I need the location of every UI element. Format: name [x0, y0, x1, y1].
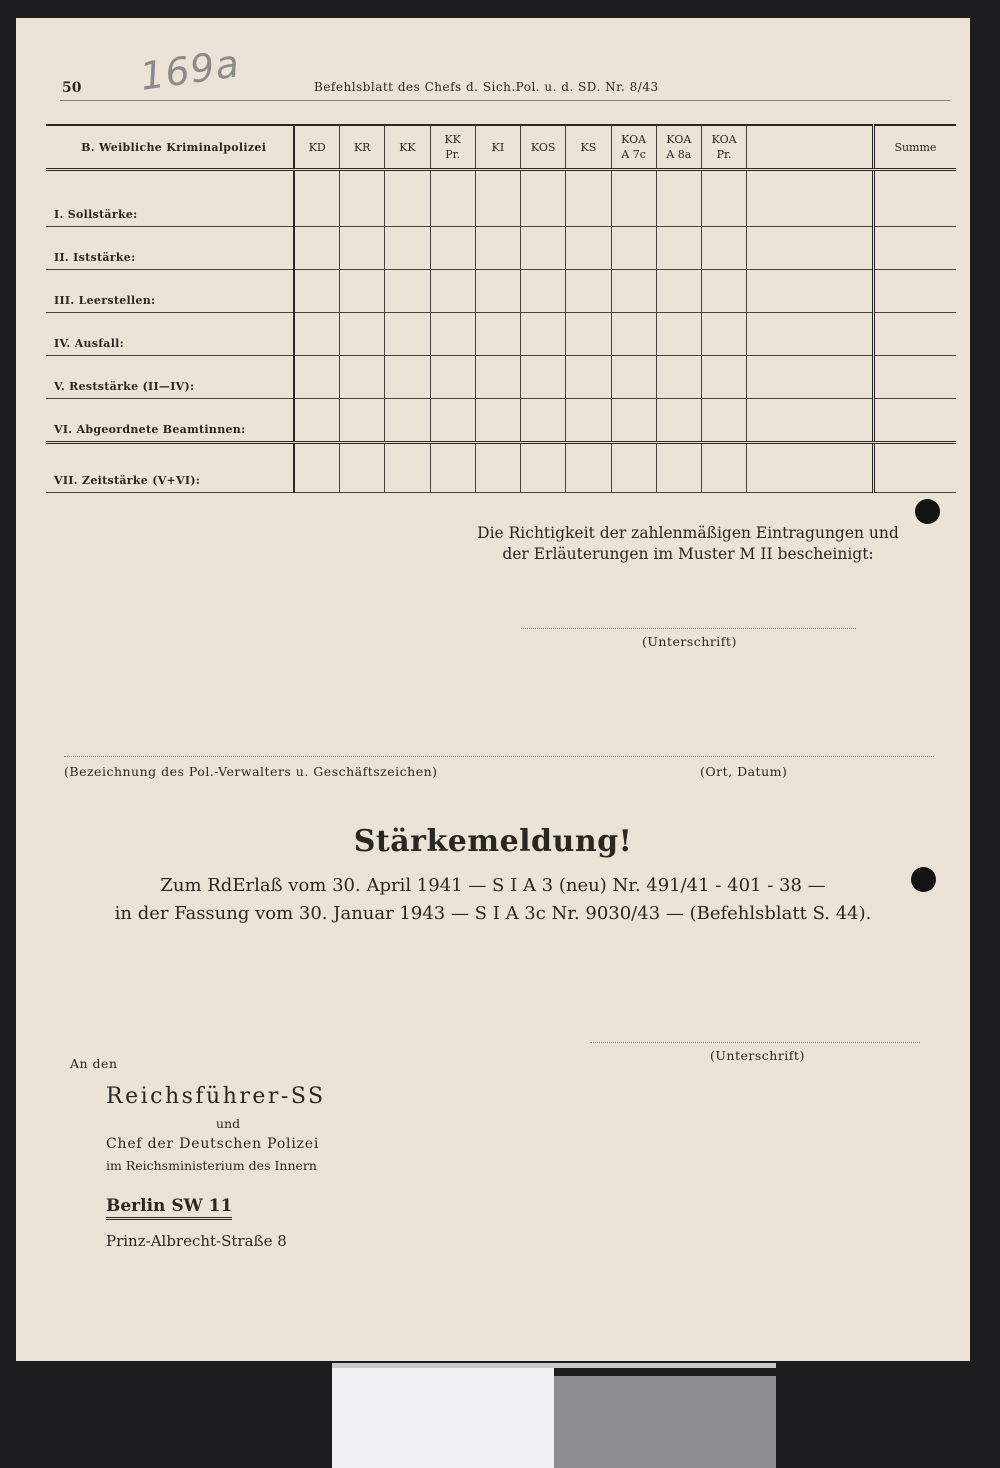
address-to: An den: [70, 1056, 118, 1071]
column-header: KOA A 8a: [656, 125, 701, 170]
column-header: KR: [340, 125, 385, 170]
table-row: [46, 356, 956, 399]
strength-table: [46, 124, 956, 493]
row-label: I. Sollstärke:: [46, 170, 294, 227]
table-row: [46, 270, 956, 313]
certification-text: [438, 523, 938, 565]
column-header: KOA Pr.: [701, 125, 746, 170]
section-label: B. Weibliche Kriminalpolizei: [46, 125, 294, 170]
table-row: [46, 313, 956, 356]
signature-line: [590, 1042, 920, 1043]
admin-right-label: (Ort, Datum): [700, 764, 788, 779]
certification-line: der Erläuterungen im Muster M II bescheinigt:: [502, 545, 874, 563]
form-title: Stärkemeldung!: [353, 824, 633, 859]
punch-hole: [915, 499, 940, 524]
table-header-row: [46, 125, 956, 170]
column-header: KOS: [521, 125, 566, 170]
certification-line: Die Richtigkeit der zahlenmäßigen Eintragungen und: [477, 524, 899, 542]
punch-hole: [911, 867, 936, 892]
signature-line: [521, 628, 856, 629]
document-page: [16, 18, 970, 1361]
calibration-card-grey: [554, 1376, 776, 1468]
calibration-card-white: [332, 1368, 554, 1468]
address-and: und: [216, 1116, 241, 1131]
signature-label: (Unterschrift): [710, 1048, 805, 1063]
column-header: KI: [475, 125, 520, 170]
column-header: KK: [385, 125, 430, 170]
column-header: KK Pr.: [430, 125, 475, 170]
column-header: KS: [566, 125, 611, 170]
column-header: KOA A 7c: [611, 125, 656, 170]
row-label: IV. Ausfall:: [46, 313, 294, 356]
handwritten-note: 169a: [137, 41, 243, 99]
header-rule: [60, 100, 950, 101]
publication-header: Befehlsblatt des Chefs d. Sich.Pol. u. d. SD. Nr. 8/43: [314, 80, 659, 94]
column-header: KD: [294, 125, 339, 170]
column-header-blank: [747, 125, 874, 170]
admin-left-label: (Bezeichnung des Pol.-Verwalters u. Geschäftszeichen): [64, 764, 438, 779]
row-label: III. Leerstellen:: [46, 270, 294, 313]
address-city: Berlin SW 11: [106, 1196, 232, 1220]
row-label: V. Reststärke (II—IV):: [46, 356, 294, 399]
address-line: im Reichsministerium des Innern: [106, 1158, 317, 1173]
sum-header: Summe: [873, 125, 956, 170]
row-label: VI. Abgeordnete Beamtinnen:: [46, 399, 294, 443]
form-subtitle: in der Fassung vom 30. Januar 1943 — S I A 3c Nr. 9030/43 — (Befehlsblatt S. 44).: [114, 903, 872, 924]
row-label: II. Iststärke:: [46, 227, 294, 270]
address-line: Chef der Deutschen Polizei: [106, 1136, 320, 1152]
table-row: [46, 443, 956, 493]
address-recipient: Reichsführer-SS: [106, 1084, 326, 1109]
row-label: VII. Zeitstärke (V+VI):: [46, 443, 294, 493]
table-row: [46, 227, 956, 270]
signature-label: (Unterschrift): [642, 634, 737, 649]
table-row: [46, 399, 956, 443]
page-number: 50: [62, 80, 82, 96]
table-row: [46, 170, 956, 227]
address-street: Prinz-Albrecht-Straße 8: [106, 1232, 287, 1250]
admin-field-line: [64, 756, 934, 757]
form-subtitle: Zum RdErlaß vom 30. April 1941 — S I A 3 (neu) Nr. 491/41 - 401 - 38 —: [160, 875, 826, 896]
